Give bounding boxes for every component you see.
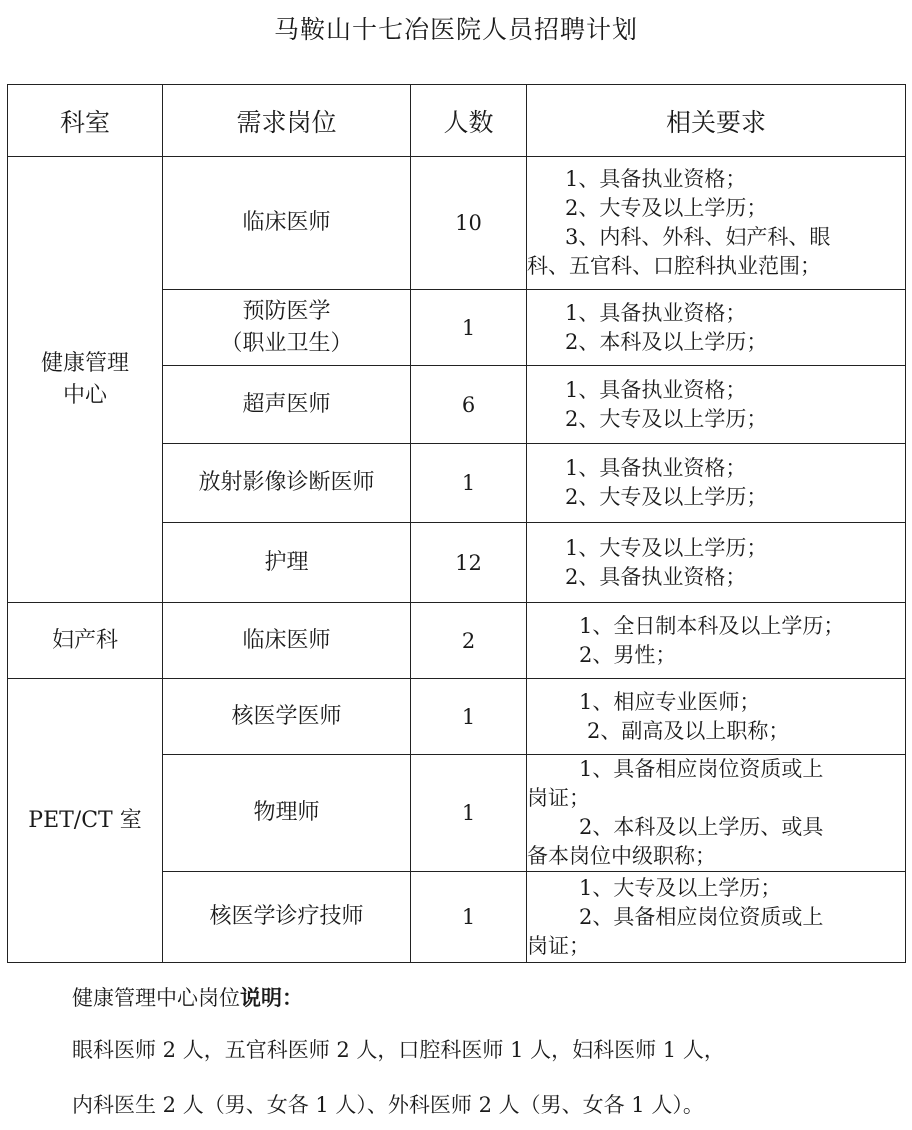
- table-header-row: [8, 85, 906, 157]
- requirement-line: 1、具备执业资格；: [565, 377, 747, 402]
- position-name: 物理师: [253, 800, 320, 825]
- table-row: [8, 679, 906, 755]
- count-cell: 1: [411, 679, 527, 755]
- count-cell: 1: [411, 872, 527, 963]
- requirement-line: 2、大专及以上学历；: [565, 196, 768, 220]
- position-name: 放射影像诊断医师: [198, 470, 375, 495]
- requirement-line: 2、大专及以上学历；: [565, 485, 768, 509]
- position-cell: [163, 523, 411, 603]
- requirement-line: 备本岗位中级职称；: [527, 844, 716, 868]
- count-cell: 1: [411, 444, 527, 523]
- table-row: [8, 603, 906, 679]
- position-cell: [163, 872, 411, 963]
- position-cell: [163, 366, 411, 444]
- notes-line: 内科医生 2 人（男、女各 1 人）、外科医师 2 人（男、女各 1 人）。: [72, 1093, 704, 1117]
- recruitment-table: [7, 84, 906, 963]
- department-name: PET/CT 室: [28, 807, 142, 833]
- position-cell: [163, 603, 411, 679]
- requirement-line: 1、大专及以上学历；: [565, 535, 768, 560]
- position-name: 预防医学: [242, 298, 331, 324]
- requirement-line: 2、副高及以上职称；: [587, 718, 790, 743]
- position-cell: [163, 444, 411, 523]
- department-cell: [8, 603, 163, 679]
- department-name: 妇产科: [51, 627, 118, 653]
- position-name: 临床医师: [242, 627, 331, 653]
- requirement-line: 1、具备执业资格；: [565, 167, 747, 191]
- requirement-line: 1、具备相应岗位资质或上: [579, 757, 824, 781]
- requirement-line: 2、具备相应岗位资质或上: [579, 904, 824, 929]
- notes-heading: [72, 982, 303, 1012]
- requirements-cell: [527, 157, 906, 290]
- position-cell: [163, 157, 411, 290]
- table-row: [8, 157, 906, 290]
- position-name: 超声医师: [242, 391, 331, 417]
- requirements-cell: [527, 872, 906, 963]
- requirements-cell: [527, 679, 906, 755]
- department-cell: [8, 679, 163, 963]
- requirements-cell: [527, 523, 906, 603]
- header-requirements: 相关要求: [527, 85, 906, 157]
- position-name: 护理: [264, 549, 309, 575]
- header-count: 人数: [411, 85, 527, 157]
- requirement-line: 2、男性；: [579, 642, 677, 667]
- position-name: 临床医师: [242, 210, 331, 235]
- position-name: 核医学诊疗技师: [209, 904, 364, 929]
- requirements-cell: [527, 290, 906, 366]
- requirement-line: 1、相应专业医师；: [579, 689, 761, 714]
- requirement-line: 2、具备执业资格；: [565, 564, 747, 589]
- page-title: 马鞍山十七冶医院人员招聘计划: [273, 15, 638, 44]
- requirement-line: 2、大专及以上学历；: [565, 406, 768, 431]
- requirement-line: 1、大专及以上学历；: [579, 875, 782, 900]
- count-cell: 1: [411, 290, 527, 366]
- notes-heading-text: 健康管理中心岗位: [72, 986, 240, 1010]
- department-name: 中心: [62, 382, 107, 408]
- requirement-line: 3、内科、外科、妇产科、眼: [565, 225, 831, 249]
- header-department: 科室: [8, 85, 163, 157]
- requirement-line: 1、全日制本科及以上学历；: [579, 613, 845, 638]
- requirements-cell: [527, 366, 906, 444]
- requirements-cell: [527, 755, 906, 872]
- requirements-cell: [527, 603, 906, 679]
- requirement-line: 科、五官科、口腔科执业范围；: [527, 254, 821, 278]
- requirements-cell: [527, 444, 906, 523]
- header-position: 需求岗位: [163, 85, 411, 157]
- requirement-line: 岗证；: [527, 933, 590, 958]
- notes-line: 眼科医师 2 人，五官科医师 2 人，口腔科医师 1 人，妇科医师 1 人，: [72, 1038, 725, 1062]
- notes-heading-bold: 说明：: [240, 985, 303, 1010]
- position-cell: [163, 755, 411, 872]
- requirement-line: 1、具备执业资格；: [565, 300, 747, 325]
- position-cell: [163, 290, 411, 366]
- count-cell: 12: [411, 523, 527, 603]
- department-name: 健康管理: [40, 350, 129, 376]
- count-cell: 2: [411, 603, 527, 679]
- department-cell: [8, 157, 163, 603]
- count-cell: 6: [411, 366, 527, 444]
- position-name: 核医学医师: [231, 703, 342, 729]
- position-name: （职业卫生）: [220, 330, 353, 356]
- requirement-line: 2、本科及以上学历、或具: [579, 815, 824, 839]
- requirement-line: 1、具备执业资格；: [565, 456, 747, 480]
- count-cell: 10: [411, 157, 527, 290]
- position-cell: [163, 679, 411, 755]
- requirement-line: 2、本科及以上学历；: [565, 329, 768, 354]
- count-cell: 1: [411, 755, 527, 872]
- requirement-line: 岗证；: [527, 786, 590, 810]
